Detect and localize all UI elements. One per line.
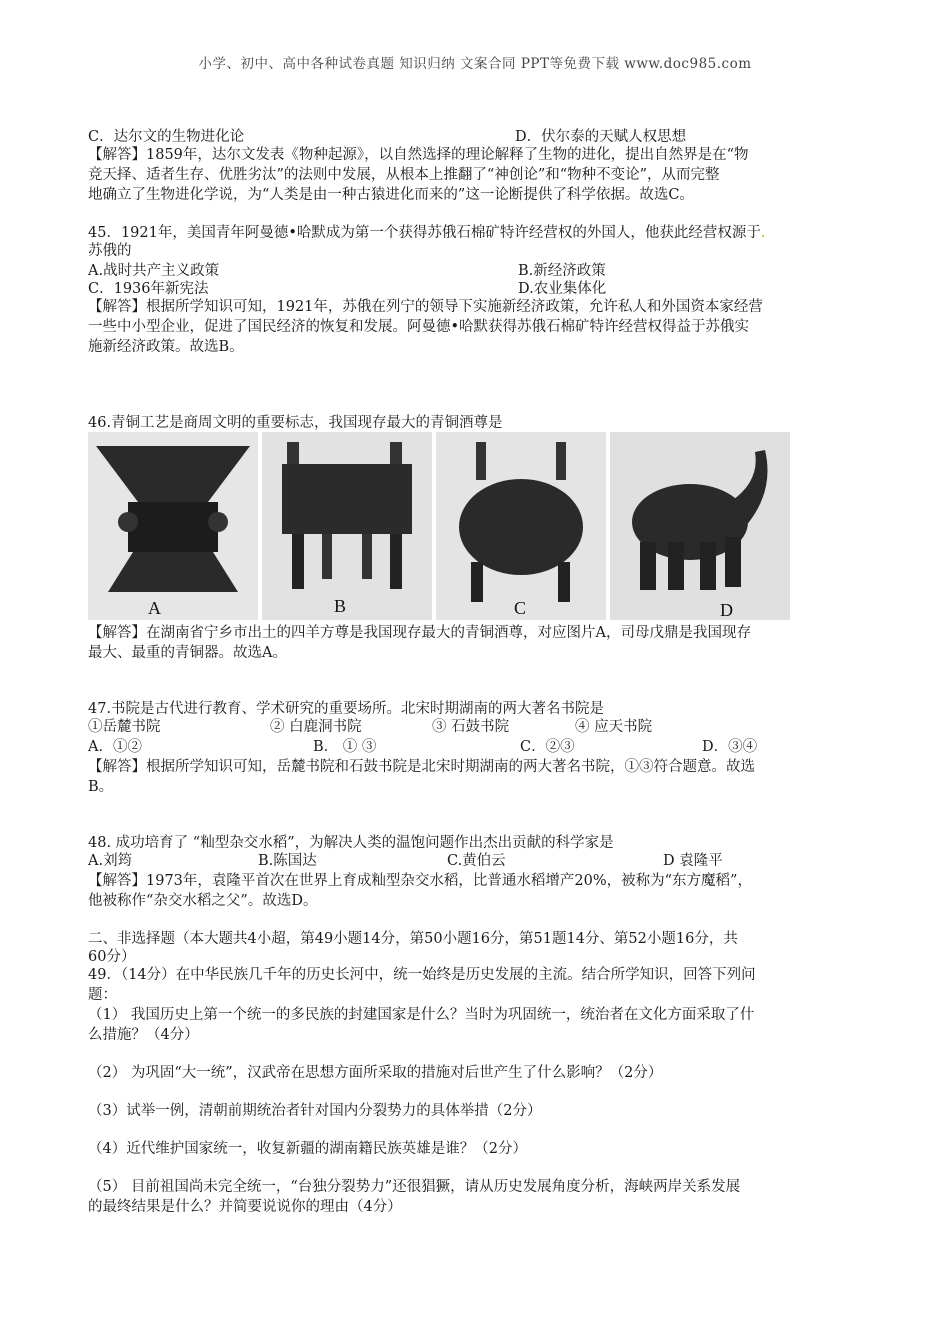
bronze-ding-photo-c [436, 432, 606, 620]
q44-answer-line-1: 【解答】1859年，达尔文发表《物种起源》，以自然选择的理论解释了生物的进化，提出自然界是在“物 [88, 147, 749, 163]
q45-stem-line-1: 45．1921年，美国青年阿曼德•哈默成为第一个获得苏俄石棉矿特许经营权的外国人，他获此经营权源于. [88, 225, 766, 241]
q49-part3: （3）试举一例，清朝前期统治者针对国内分裂势力的具体举措（2分） [88, 1103, 542, 1119]
q49-part1-line-2: 么措施？（4分） [88, 1027, 199, 1043]
q49-stem-line-1: 49．（14分）在中华民族几千年的历史长河中，统一始终是历史发展的主流。结合所学知识，回答下列问 [88, 967, 756, 983]
q45-option-d: D.农业集体化 [518, 281, 607, 297]
label-d: D [720, 600, 733, 620]
q46-answer-line-2: 最大、最重的青铜器。故选A。 [88, 645, 287, 661]
q47-option-c: C．②③ [520, 739, 575, 755]
bronze-elephant-photo-d [610, 432, 790, 620]
q47-item-2: ② 白鹿洞书院 [270, 719, 362, 735]
q47-stem: 47.书院是古代进行教育、学术研究的重要场所。北宋时期湖南的两大著名书院是 [88, 701, 605, 717]
q45-option-b: B.新经济政策 [518, 263, 606, 279]
q48-stem: 48. 成功培育了 “籼型杂交水稻”，为解决人类的温饱问题作出杰出贡献的科学家是 [88, 835, 614, 851]
q46-stem: 46.青铜工艺是商周文明的重要标志，我国现存最大的青铜酒尊是 [88, 415, 503, 431]
label-b: B [334, 596, 347, 616]
q47-answer-line-2: B。 [88, 779, 114, 795]
q47-item-3: ③ 石鼓书院 [432, 719, 510, 735]
section2-heading-line-1: 二、非选择题（本大题共4小超，第49小题14分，第50小题16分，第51题14分、第52小题16分，共 [88, 931, 738, 947]
q49-part2: （2） 为巩固“大一统”，汉武帝在思想方面所采取的措施对后世产生了什么影响？（2分） [88, 1065, 663, 1081]
q46-answer-line-1: 【解答】在湖南省宁乡市出土的四羊方尊是我国现存最大的青铜酒尊，对应图片A，司母戊鼎是我国现存 [88, 625, 751, 641]
q44-answer-line-3: 地确立了生物进化学说，为“人类是由一种古猿进化而来的”这一论断提供了科学依据。故选C。 [88, 187, 694, 203]
q49-stem-line-2: 题： [88, 987, 117, 1003]
label-a: A [148, 598, 161, 618]
page-header: 小学、初中、高中各种试卷真题 知识归纳 文案合同 PPT等免费下载 www.doc985.com [198, 56, 752, 72]
q45-answer-line-2: 一些中小型企业，促进了国民经济的恢复和发展。阿曼德•哈默获得苏俄石棉矿特许经营权得益于苏俄实 [88, 319, 750, 335]
q45-option-a: A.战时共产主义政策 [88, 263, 220, 279]
q44-answer-line-2: 竞天择、适者生存、优胜劣汰”的法则中发展，从根本上推翻了“神创论”和“物种不变论”，从而完整 [88, 167, 720, 183]
q48-option-a: A.刘筠 [88, 853, 133, 869]
q44-option-d: D．伏尔泰的天赋人权思想 [515, 129, 687, 145]
q49-part4: （4）近代维护国家统一，收复新疆的湖南籍民族英雄是谁？（2分） [88, 1141, 527, 1157]
section2-heading-line-2: 60分） [88, 949, 136, 965]
q48-answer-line-1: 【解答】1973年，袁隆平首次在世界上育成籼型杂交水稻，比普通水稻增产20%，被称为“东方魔稻”， [88, 873, 752, 889]
q48-answer-line-2: 他被称作“杂交水稻之父”。故选D。 [88, 893, 318, 909]
q48-option-d: D 袁隆平 [663, 853, 723, 869]
q49-part5-line-1: （5） 目前祖国尚未完全统一，“台独分裂势力”还很猖獗，请从历史发展角度分析，海峡两岸关系发展 [88, 1179, 741, 1195]
q47-answer-line-1: 【解答】根据所学知识可知，岳麓书院和石鼓书院是北宋时期湖南的两大著名书院，①③符合题意。故选 [88, 759, 755, 775]
q45-answer-line-3: 施新经济政策。故选B。 [88, 339, 244, 355]
bronze-zun-photo-a [88, 432, 258, 620]
bronze-ding-photo-b [262, 432, 432, 620]
q45-option-c: C．1936年新宪法 [88, 281, 209, 297]
q47-option-b: B． ① ③ [313, 739, 377, 755]
q47-option-d: D．③④ [702, 739, 758, 755]
q49-part1-line-1: （1） 我国历史上第一个统一的多民族的封建国家是什么？当时为巩固统一，统治者在文化方面采取了什 [88, 1007, 755, 1023]
q45-stem-line-2: 苏俄的 [88, 243, 132, 259]
q47-item-1: ①岳麓书院 [88, 719, 161, 735]
q44-option-c: C．达尔文的生物进化论 [88, 129, 245, 145]
q47-item-4: ④ 应天书院 [575, 719, 653, 735]
q47-option-a: A．①② [88, 739, 142, 755]
q45-answer-line-1: 【解答】根据所学知识可知，1921年，苏俄在列宁的领导下实施新经济政策，允许私人和外国资本家经营 [88, 299, 763, 315]
q48-option-c: C.黄伯云 [447, 853, 506, 869]
q49-part5-line-2: 的最终结果是什么？并简要说说你的理由（4分） [88, 1199, 402, 1215]
q48-option-b: B.陈国达 [258, 853, 317, 869]
label-c: C [514, 598, 527, 618]
